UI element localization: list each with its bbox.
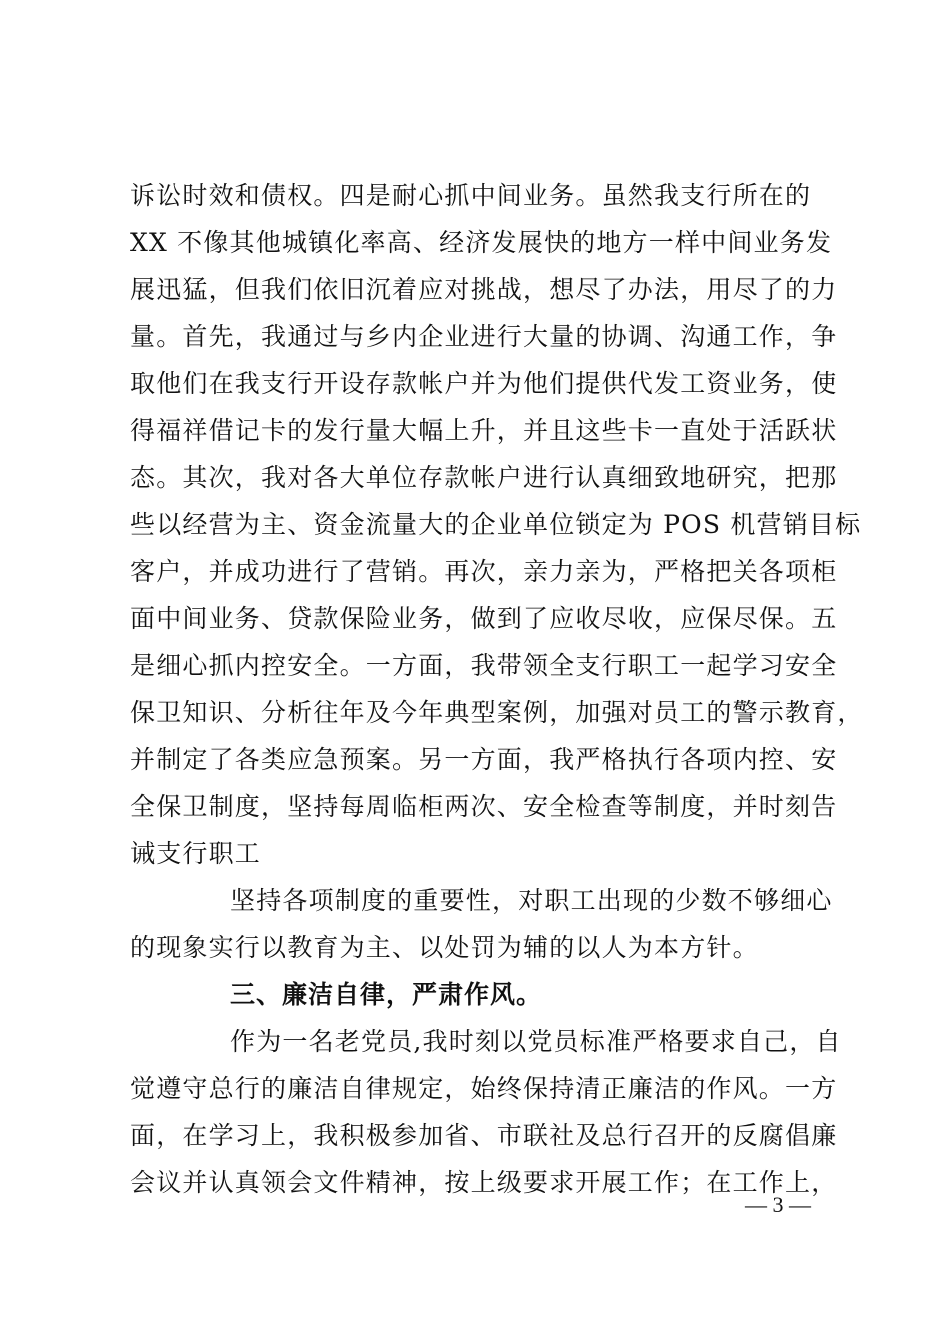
paragraph-line: 保卫知识、分析往年及今年典型案例，加强对员工的警示教育， (130, 698, 864, 727)
paragraph-line: 并制定了各类应急预案。另一方面，我严格执行各项内控、安 (130, 745, 838, 774)
paragraph-line: 诉讼时效和债权。四是耐心抓中间业务。虽然我支行所在的 (130, 181, 812, 210)
paragraph-line: 面，在学习上，我积极参加省、市联社及总行召开的反腐倡廉 (130, 1121, 838, 1150)
paragraph-line: 得福祥借记卡的发行量大幅上升，并且这些卡一直处于活跃状 (130, 416, 838, 445)
paragraph-line: XX 不像其他城镇化率高、经济发展快的地方一样中间业务发 (130, 228, 833, 257)
paragraph-line: 的现象实行以教育为主、以处罚为辅的以人为本方针。 (130, 933, 759, 962)
body-text (130, 172, 864, 1206)
section-heading: 三、廉洁自律，严肃作风。 (230, 980, 543, 1009)
paragraph-line: 全保卫制度，坚持每周临柜两次、安全检查等制度，并时刻告 (130, 792, 838, 821)
paragraph-line: 诫支行职工 (130, 839, 262, 868)
paragraph-line: 作为一名老党员,我时刻以党员标准严格要求自己，自 (230, 1027, 842, 1056)
paragraph-line: 会议并认真领会文件精神，按上级要求开展工作；在工作上， (130, 1168, 838, 1197)
paragraph-line: 觉遵守总行的廉洁自律规定，始终保持清正廉洁的作风。一方 (130, 1074, 838, 1103)
paragraph-line: 些以经营为主、资金流量大的企业单位锁定为 POS 机营销目标 (130, 510, 862, 539)
paragraph-line: 展迅猛，但我们依旧沉着应对挑战，想尽了办法，用尽了的力 (130, 275, 838, 304)
paragraph-line: 面中间业务、贷款保险业务，做到了应收尽收，应保尽保。五 (130, 604, 838, 633)
page-number: — 3 — (745, 1192, 811, 1217)
paragraph-line: 态。其次，我对各大单位存款帐户进行认真细致地研究，把那 (130, 463, 838, 492)
paragraph-line: 取他们在我支行开设存款帐户并为他们提供代发工资业务，使 (130, 369, 838, 398)
paragraph-line: 坚持各项制度的重要性，对职工出现的少数不够细心 (230, 886, 833, 915)
paragraph-line: 客户，并成功进行了营销。再次，亲力亲为，严格把关各项柜 (130, 557, 838, 586)
paragraph-line: 量。首先，我通过与乡内企业进行大量的协调、沟通工作，争 (130, 322, 838, 351)
paragraph-line: 是细心抓内控安全。一方面，我带领全支行职工一起学习安全 (130, 651, 838, 680)
